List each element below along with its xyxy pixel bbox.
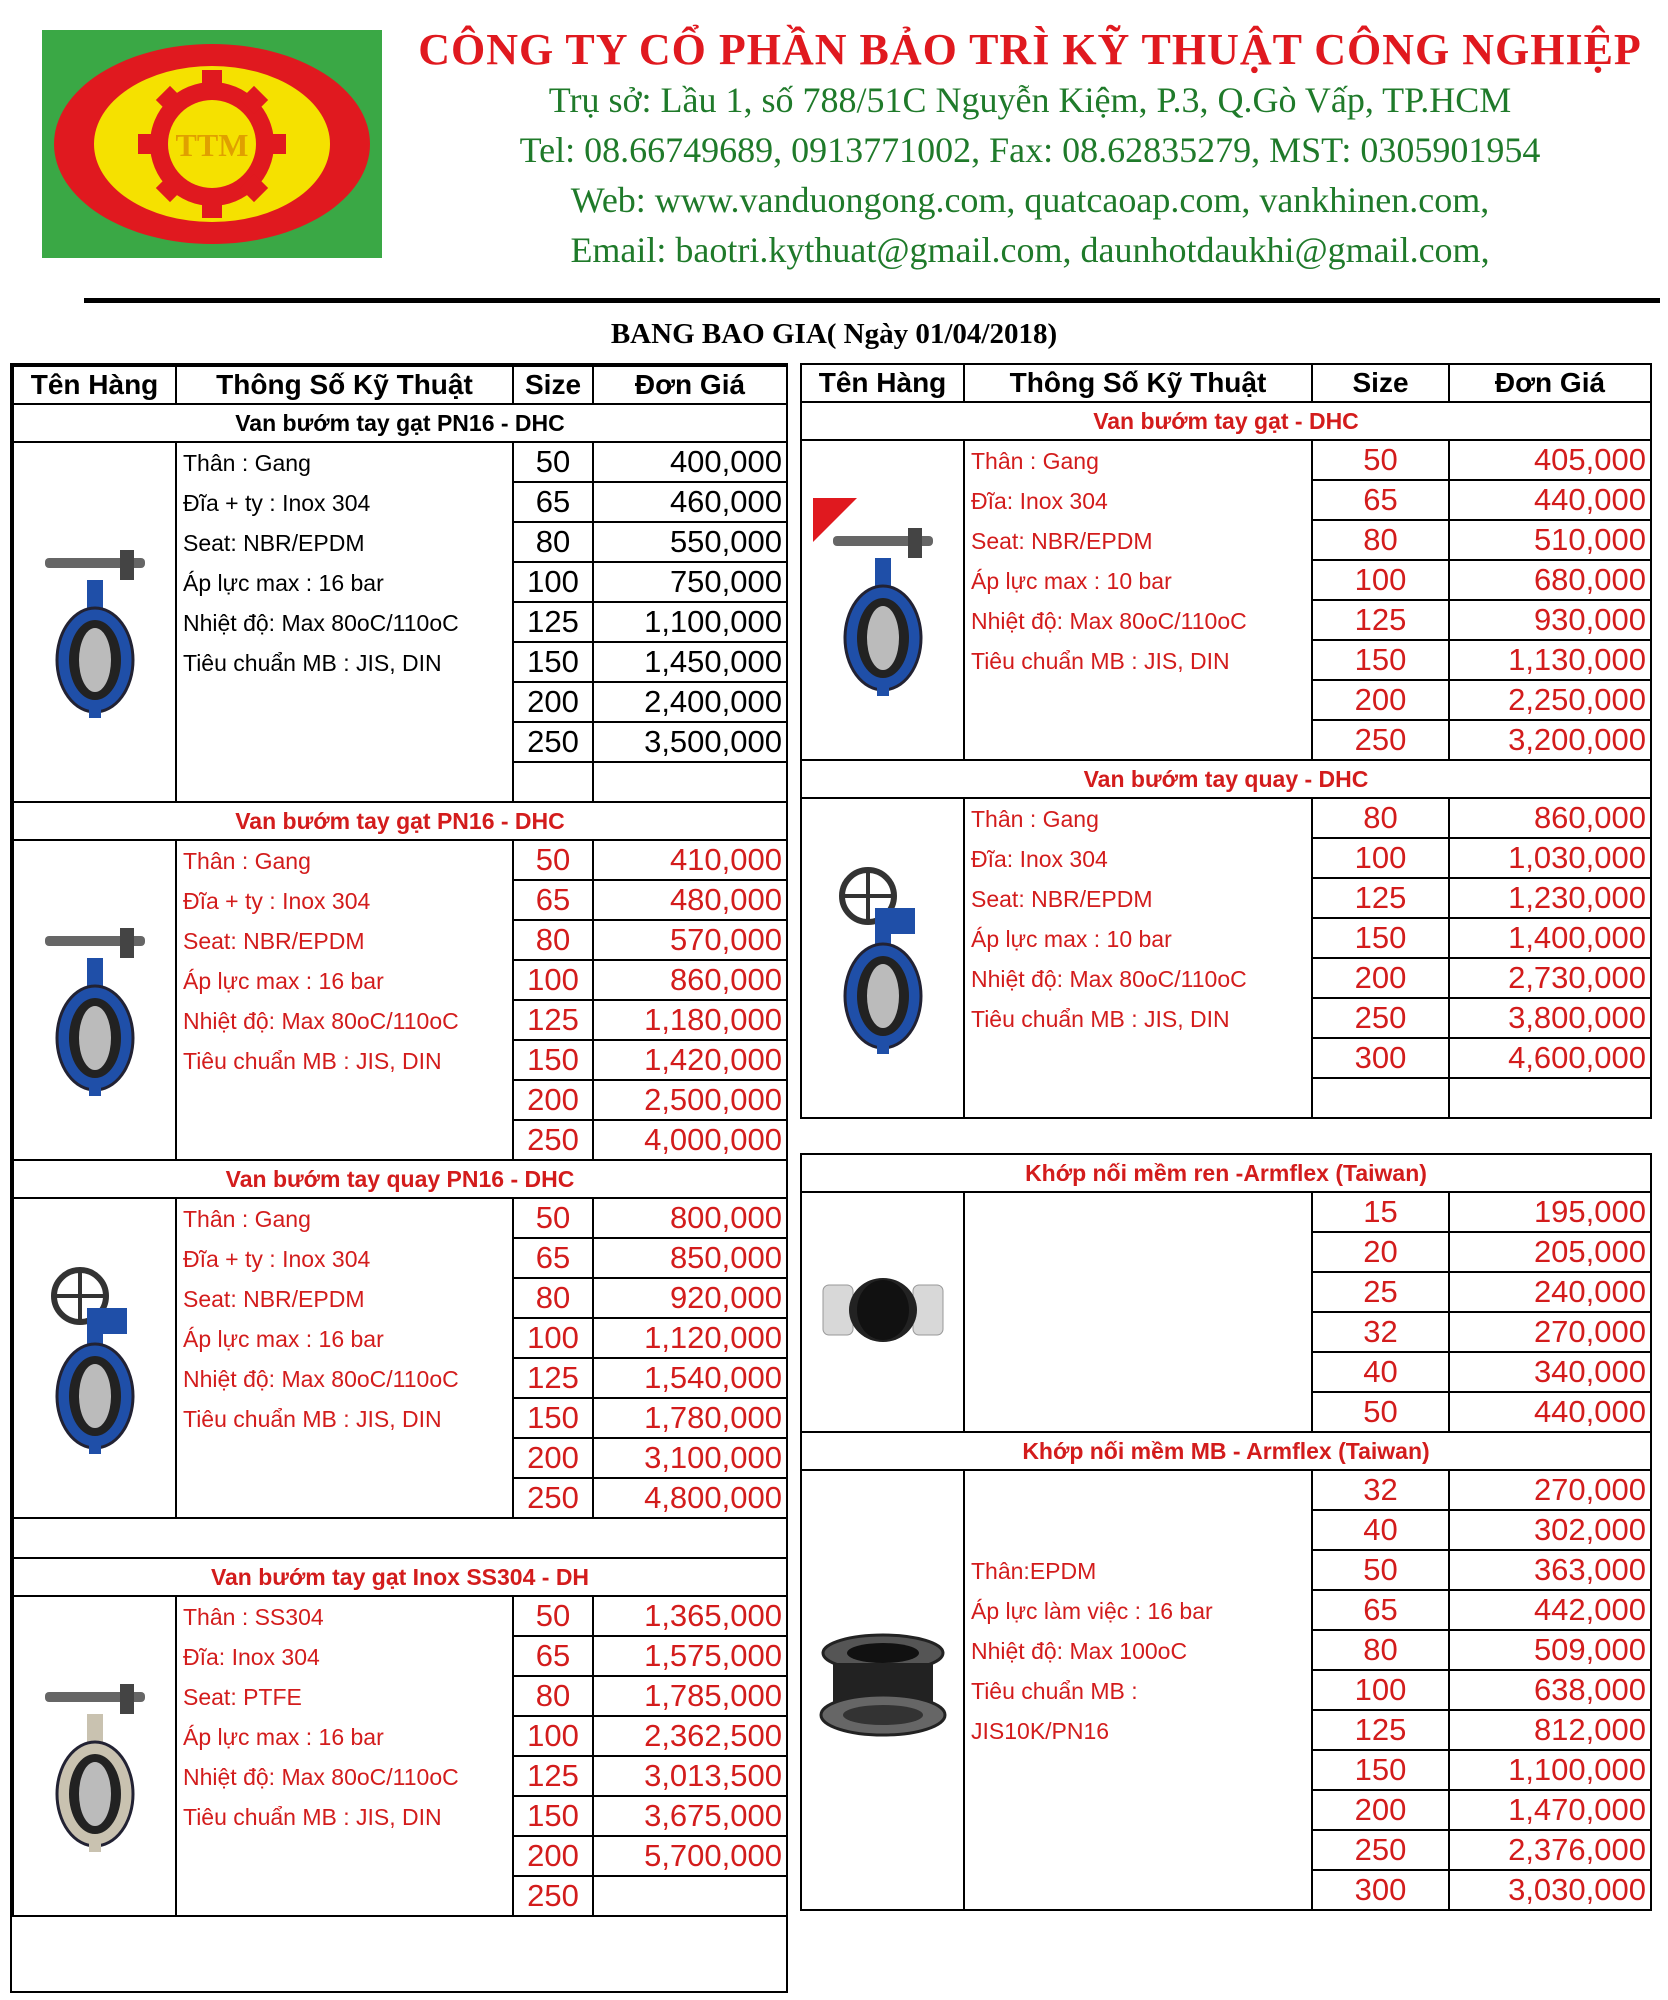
size-cell: 300 bbox=[1312, 1870, 1449, 1910]
section-title: Van bướm tay gạt - DHC bbox=[801, 402, 1651, 440]
spec-line: Đĩa + ty : Inox 304 bbox=[183, 888, 371, 914]
table-row bbox=[13, 442, 787, 482]
product-image-cell bbox=[801, 1470, 964, 1910]
price-cell: 570,000 bbox=[593, 920, 787, 960]
header-divider bbox=[84, 298, 1660, 303]
table-row bbox=[801, 798, 1651, 838]
section-title: Van bướm tay gạt Inox SS304 - DH bbox=[13, 1558, 787, 1596]
size-cell: 65 bbox=[513, 482, 593, 522]
quote-title: BANG BAO GIA( Ngày 01/04/2018) bbox=[610, 318, 1058, 350]
spec-line: Áp lực max : 16 bar bbox=[183, 1724, 384, 1750]
size-cell: 15 bbox=[1312, 1192, 1449, 1232]
section-title-row bbox=[13, 802, 787, 840]
section-title-row bbox=[801, 1432, 1651, 1470]
svg-text:TTM: TTM bbox=[175, 127, 249, 163]
section-title: Khớp nối mềm MB - Armflex (Taiwan) bbox=[801, 1432, 1651, 1470]
size-cell: 80 bbox=[1312, 1630, 1449, 1670]
price-cell: 5,700,000 bbox=[593, 1836, 787, 1876]
size-cell: 200 bbox=[513, 682, 593, 722]
price-cell: 860,000 bbox=[1449, 798, 1651, 838]
column-header: Đơn Giá bbox=[1449, 364, 1651, 402]
butterfly-valve-gear-icon bbox=[14, 1256, 175, 1461]
price-cell: 400,000 bbox=[593, 442, 787, 482]
size-cell: 125 bbox=[513, 602, 593, 642]
product-image-cell bbox=[13, 1198, 176, 1518]
company-address: Trụ sở: Lầu 1, số 788/51C Nguyễn Kiệm, P.3, Q.Gò Vấp, TP.HCM bbox=[548, 80, 1512, 120]
price-cell: 1,230,000 bbox=[1449, 878, 1651, 918]
section-title: Van bướm tay quay PN16 - DHC bbox=[13, 1160, 787, 1198]
column-header: Size bbox=[1312, 364, 1449, 402]
spec-line: Seat: NBR/EPDM bbox=[183, 530, 365, 556]
spec-line bbox=[971, 1511, 1311, 1551]
company-info bbox=[400, 24, 1660, 275]
spec-cell bbox=[964, 1192, 1312, 1432]
company-logo bbox=[42, 30, 382, 258]
size-cell: 100 bbox=[1312, 1670, 1449, 1710]
size-cell: 150 bbox=[1312, 1750, 1449, 1790]
price-cell: 240,000 bbox=[1449, 1272, 1651, 1312]
spec-cell bbox=[176, 1596, 513, 1916]
size-cell: 200 bbox=[1312, 958, 1449, 998]
table-row bbox=[13, 840, 787, 880]
spec-line: Áp lực max : 16 bar bbox=[183, 968, 384, 994]
table-row bbox=[801, 1192, 1651, 1232]
company-phone: Tel: 08.66749689, 0913771002, Fax: 08.62835279, MST: 0305901954 bbox=[519, 130, 1541, 170]
size-cell: 250 bbox=[513, 1120, 593, 1160]
size-cell: 150 bbox=[513, 1398, 593, 1438]
table-row bbox=[801, 440, 1651, 480]
size-cell: 200 bbox=[1312, 1790, 1449, 1830]
spec-line: Nhiệt độ: Max 80oC/110oC bbox=[183, 1008, 459, 1034]
price-cell: 2,376,000 bbox=[1449, 1830, 1651, 1870]
price-cell: 1,420,000 bbox=[593, 1040, 787, 1080]
price-cell: 440,000 bbox=[1449, 480, 1651, 520]
price-cell: 1,365,000 bbox=[593, 1596, 787, 1636]
spec-line: Áp lực max : 10 bar bbox=[971, 568, 1172, 594]
price-cell: 850,000 bbox=[593, 1238, 787, 1278]
price-cell: 480,000 bbox=[593, 880, 787, 920]
price-cell: 2,250,000 bbox=[1449, 680, 1651, 720]
spec-line: Nhiệt độ: Max 100oC bbox=[971, 1638, 1188, 1664]
spec-line: Seat: PTFE bbox=[183, 1684, 302, 1710]
left-table bbox=[12, 365, 788, 1917]
spec-line: Thân : Gang bbox=[971, 448, 1099, 474]
size-cell: 80 bbox=[513, 920, 593, 960]
spec-line: Tiêu chuẩn MB : bbox=[971, 1678, 1138, 1704]
size-cell: 250 bbox=[513, 722, 593, 762]
product-image-cell bbox=[13, 1596, 176, 1916]
size-cell: 20 bbox=[1312, 1232, 1449, 1272]
price-cell bbox=[1449, 1078, 1651, 1118]
size-cell: 150 bbox=[1312, 918, 1449, 958]
price-cell: 1,450,000 bbox=[593, 642, 787, 682]
section-title: Van bướm tay quay - DHC bbox=[801, 760, 1651, 798]
spec-line: Tiêu chuẩn MB : JIS, DIN bbox=[183, 1804, 442, 1830]
spec-line: Thân:EPDM bbox=[971, 1558, 1097, 1584]
size-cell: 80 bbox=[513, 1278, 593, 1318]
price-cell: 4,800,000 bbox=[593, 1478, 787, 1518]
spec-line: Thân : Gang bbox=[183, 848, 311, 874]
size-cell: 300 bbox=[1312, 1038, 1449, 1078]
price-cell: 1,470,000 bbox=[1449, 1790, 1651, 1830]
spec-line: Tiêu chuẩn MB : JIS, DIN bbox=[183, 1406, 442, 1432]
price-cell: 930,000 bbox=[1449, 600, 1651, 640]
price-cell: 3,200,000 bbox=[1449, 720, 1651, 760]
spec-line: Áp lực làm việc : 16 bar bbox=[971, 1598, 1213, 1624]
table-row bbox=[801, 1470, 1651, 1510]
spec-line: Thân : Gang bbox=[183, 450, 311, 476]
size-cell: 125 bbox=[513, 1358, 593, 1398]
spec-line: Áp lực max : 16 bar bbox=[183, 570, 384, 596]
butterfly-valve-lever-icon bbox=[14, 898, 175, 1103]
price-cell: 1,540,000 bbox=[593, 1358, 787, 1398]
size-cell: 250 bbox=[1312, 720, 1449, 760]
size-cell: 40 bbox=[1312, 1352, 1449, 1392]
spec-line: Seat: NBR/EPDM bbox=[971, 886, 1153, 912]
butterfly-valve-new-icon bbox=[802, 498, 963, 703]
price-cell: 2,730,000 bbox=[1449, 958, 1651, 998]
section-title-row bbox=[801, 402, 1651, 440]
spec-line: Seat: NBR/EPDM bbox=[971, 528, 1153, 554]
price-cell: 2,362,500 bbox=[593, 1716, 787, 1756]
spec-line: Đĩa: Inox 304 bbox=[971, 488, 1108, 514]
price-cell: 1,785,000 bbox=[593, 1676, 787, 1716]
size-cell: 50 bbox=[1312, 1392, 1449, 1432]
price-cell: 2,500,000 bbox=[593, 1080, 787, 1120]
section-title-row bbox=[13, 1160, 787, 1198]
size-cell: 100 bbox=[513, 562, 593, 602]
size-cell: 200 bbox=[513, 1438, 593, 1478]
spec-line: Seat: NBR/EPDM bbox=[183, 1286, 365, 1312]
price-cell: 860,000 bbox=[593, 960, 787, 1000]
size-cell: 150 bbox=[1312, 640, 1449, 680]
price-cell: 1,030,000 bbox=[1449, 838, 1651, 878]
price-cell: 3,500,000 bbox=[593, 722, 787, 762]
size-cell: 125 bbox=[513, 1000, 593, 1040]
spec-line: Seat: NBR/EPDM bbox=[183, 928, 365, 954]
size-cell: 80 bbox=[1312, 798, 1449, 838]
column-header: Size bbox=[513, 366, 593, 404]
column-header: Thông Số Kỹ Thuật bbox=[964, 364, 1312, 402]
table-row bbox=[13, 1198, 787, 1238]
size-cell: 250 bbox=[513, 1478, 593, 1518]
price-cell: 440,000 bbox=[1449, 1392, 1651, 1432]
spec-line: Nhiệt độ: Max 80oC/110oC bbox=[183, 610, 459, 636]
price-cell: 680,000 bbox=[1449, 560, 1651, 600]
stainless-butterfly-valve-icon bbox=[14, 1654, 175, 1859]
section-title-row bbox=[801, 1154, 1651, 1192]
price-cell: 340,000 bbox=[1449, 1352, 1651, 1392]
price-cell: 3,030,000 bbox=[1449, 1870, 1651, 1910]
size-cell bbox=[1312, 1078, 1449, 1118]
size-cell: 125 bbox=[1312, 1710, 1449, 1750]
table-header-row bbox=[13, 366, 787, 404]
table-row bbox=[13, 1596, 787, 1636]
spacer-row bbox=[13, 1518, 787, 1558]
price-cell: 1,100,000 bbox=[1449, 1750, 1651, 1790]
size-cell: 50 bbox=[513, 1198, 593, 1238]
product-image-cell bbox=[801, 440, 964, 760]
size-cell: 125 bbox=[1312, 600, 1449, 640]
price-cell: 4,600,000 bbox=[1449, 1038, 1651, 1078]
price-cell: 410,000 bbox=[593, 840, 787, 880]
price-cell bbox=[593, 1876, 787, 1916]
spec-line: Thân : Gang bbox=[183, 1206, 311, 1232]
size-cell: 32 bbox=[1312, 1312, 1449, 1352]
spec-line bbox=[971, 1471, 1311, 1511]
price-cell: 405,000 bbox=[1449, 440, 1651, 480]
threaded-rubber-joint-icon bbox=[802, 1250, 963, 1375]
price-cell: 442,000 bbox=[1449, 1590, 1651, 1630]
price-cell: 1,120,000 bbox=[593, 1318, 787, 1358]
size-cell: 125 bbox=[1312, 878, 1449, 918]
price-cell: 3,800,000 bbox=[1449, 998, 1651, 1038]
spec-line: Nhiệt độ: Max 80oC/110oC bbox=[971, 966, 1247, 992]
spec-line: Thân : SS304 bbox=[183, 1604, 324, 1630]
product-image-cell bbox=[13, 442, 176, 802]
size-cell: 50 bbox=[1312, 440, 1449, 480]
size-cell: 50 bbox=[513, 442, 593, 482]
spec-cell bbox=[964, 440, 1312, 760]
size-cell: 50 bbox=[1312, 1550, 1449, 1590]
spec-line: Áp lực max : 16 bar bbox=[183, 1326, 384, 1352]
spacer-cell bbox=[13, 1518, 787, 1558]
size-cell: 80 bbox=[513, 1676, 593, 1716]
price-cell: 3,100,000 bbox=[593, 1438, 787, 1478]
right-table bbox=[800, 363, 1652, 1911]
product-image-cell bbox=[801, 798, 964, 1118]
price-cell: 3,675,000 bbox=[593, 1796, 787, 1836]
section-title: Van bướm tay gạt PN16 - DHC bbox=[13, 802, 787, 840]
flanged-rubber-joint-icon bbox=[802, 1623, 963, 1758]
spec-line: Nhiệt độ: Max 80oC/110oC bbox=[183, 1366, 459, 1392]
price-cell: 270,000 bbox=[1449, 1470, 1651, 1510]
size-cell: 100 bbox=[513, 1318, 593, 1358]
size-cell: 200 bbox=[513, 1080, 593, 1120]
size-cell: 50 bbox=[513, 840, 593, 880]
spec-cell bbox=[176, 840, 513, 1160]
column-header: Tên Hàng bbox=[801, 364, 964, 402]
price-cell: 3,013,500 bbox=[593, 1756, 787, 1796]
size-cell: 65 bbox=[513, 1238, 593, 1278]
spacer-cell bbox=[801, 1118, 1651, 1154]
size-cell: 200 bbox=[513, 1836, 593, 1876]
price-cell: 638,000 bbox=[1449, 1670, 1651, 1710]
spec-line: Thân : Gang bbox=[971, 806, 1099, 832]
company-email: Email: baotri.kythuat@gmail.com, daunhotdaukhi@gmail.com, bbox=[570, 230, 1490, 270]
size-cell: 100 bbox=[513, 1716, 593, 1756]
spec-cell bbox=[964, 798, 1312, 1118]
column-header: Đơn Giá bbox=[593, 366, 787, 404]
size-cell: 125 bbox=[513, 1756, 593, 1796]
size-cell: 65 bbox=[513, 880, 593, 920]
spacer-row bbox=[801, 1118, 1651, 1154]
spec-line: Nhiệt độ: Max 80oC/110oC bbox=[183, 1764, 459, 1790]
size-cell: 250 bbox=[1312, 1830, 1449, 1870]
size-cell: 32 bbox=[1312, 1470, 1449, 1510]
size-cell: 40 bbox=[1312, 1510, 1449, 1550]
size-cell: 150 bbox=[513, 642, 593, 682]
company-web: Web: www.vanduongong.com, quatcaoap.com, vankhinen.com, bbox=[570, 180, 1490, 220]
price-cell: 920,000 bbox=[593, 1278, 787, 1318]
price-cell: 302,000 bbox=[1449, 1510, 1651, 1550]
price-cell: 800,000 bbox=[593, 1198, 787, 1238]
spec-line: Đĩa + ty : Inox 304 bbox=[183, 490, 371, 516]
spec-line: Đĩa + ty : Inox 304 bbox=[183, 1246, 371, 1272]
size-cell: 65 bbox=[513, 1636, 593, 1676]
size-cell: 150 bbox=[513, 1040, 593, 1080]
section-title-row bbox=[801, 760, 1651, 798]
price-cell: 812,000 bbox=[1449, 1710, 1651, 1750]
product-image-cell bbox=[13, 840, 176, 1160]
size-cell: 100 bbox=[1312, 560, 1449, 600]
spec-line: Tiêu chuẩn MB : JIS, DIN bbox=[971, 1006, 1230, 1032]
price-cell: 195,000 bbox=[1449, 1192, 1651, 1232]
price-cell bbox=[593, 762, 787, 802]
spec-cell bbox=[964, 1470, 1312, 1910]
spec-line: Nhiệt độ: Max 80oC/110oC bbox=[971, 608, 1247, 634]
price-cell: 205,000 bbox=[1449, 1232, 1651, 1272]
size-cell: 200 bbox=[1312, 680, 1449, 720]
spec-line: Đĩa: Inox 304 bbox=[971, 846, 1108, 872]
price-cell: 363,000 bbox=[1449, 1550, 1651, 1590]
product-image-cell bbox=[801, 1192, 964, 1432]
price-cell: 1,575,000 bbox=[593, 1636, 787, 1676]
price-cell: 510,000 bbox=[1449, 520, 1651, 560]
size-cell: 100 bbox=[513, 960, 593, 1000]
price-cell: 460,000 bbox=[593, 482, 787, 522]
price-cell: 550,000 bbox=[593, 522, 787, 562]
size-cell: 250 bbox=[513, 1876, 593, 1916]
butterfly-valve-gear-icon bbox=[802, 856, 963, 1061]
price-cell: 1,130,000 bbox=[1449, 640, 1651, 680]
spec-line: Đĩa: Inox 304 bbox=[183, 1644, 320, 1670]
size-cell: 65 bbox=[1312, 1590, 1449, 1630]
size-cell: 100 bbox=[1312, 838, 1449, 878]
left-price-table bbox=[10, 363, 788, 1993]
column-header: Tên Hàng bbox=[13, 366, 176, 404]
size-cell: 65 bbox=[1312, 480, 1449, 520]
size-cell: 80 bbox=[513, 522, 593, 562]
table-header-row bbox=[801, 364, 1651, 402]
spec-line: Tiêu chuẩn MB : JIS, DIN bbox=[183, 1048, 442, 1074]
size-cell: 150 bbox=[513, 1796, 593, 1836]
spec-cell bbox=[176, 1198, 513, 1518]
butterfly-valve-lever-icon bbox=[14, 520, 175, 725]
price-cell: 1,400,000 bbox=[1449, 918, 1651, 958]
spec-line: Tiêu chuẩn MB : JIS, DIN bbox=[183, 650, 442, 676]
price-cell: 509,000 bbox=[1449, 1630, 1651, 1670]
price-cell: 270,000 bbox=[1449, 1312, 1651, 1352]
column-header: Thông Số Kỹ Thuật bbox=[176, 366, 513, 404]
section-title-row bbox=[13, 404, 787, 442]
right-price-table bbox=[800, 363, 1650, 1993]
price-cell: 1,180,000 bbox=[593, 1000, 787, 1040]
size-cell: 50 bbox=[513, 1596, 593, 1636]
price-cell: 750,000 bbox=[593, 562, 787, 602]
size-cell: 250 bbox=[1312, 998, 1449, 1038]
section-title: Van bướm tay gạt PN16 - DHC bbox=[13, 404, 787, 442]
section-title: Khớp nối mềm ren -Armflex (Taiwan) bbox=[801, 1154, 1651, 1192]
section-title-row bbox=[13, 1558, 787, 1596]
size-cell: 25 bbox=[1312, 1272, 1449, 1312]
spec-line: JIS10K/PN16 bbox=[971, 1718, 1110, 1744]
company-name: CÔNG TY CỔ PHẦN BẢO TRÌ KỸ THUẬT CÔNG NGHIỆP bbox=[418, 25, 1642, 74]
price-cell: 1,780,000 bbox=[593, 1398, 787, 1438]
spec-cell bbox=[176, 442, 513, 802]
price-cell: 1,100,000 bbox=[593, 602, 787, 642]
spec-line: Tiêu chuẩn MB : JIS, DIN bbox=[971, 648, 1230, 674]
price-cell: 2,400,000 bbox=[593, 682, 787, 722]
gear-logo-icon bbox=[42, 30, 382, 258]
size-cell: 80 bbox=[1312, 520, 1449, 560]
size-cell bbox=[513, 762, 593, 802]
price-cell: 4,000,000 bbox=[593, 1120, 787, 1160]
spec-line: Áp lực max : 10 bar bbox=[971, 926, 1172, 952]
